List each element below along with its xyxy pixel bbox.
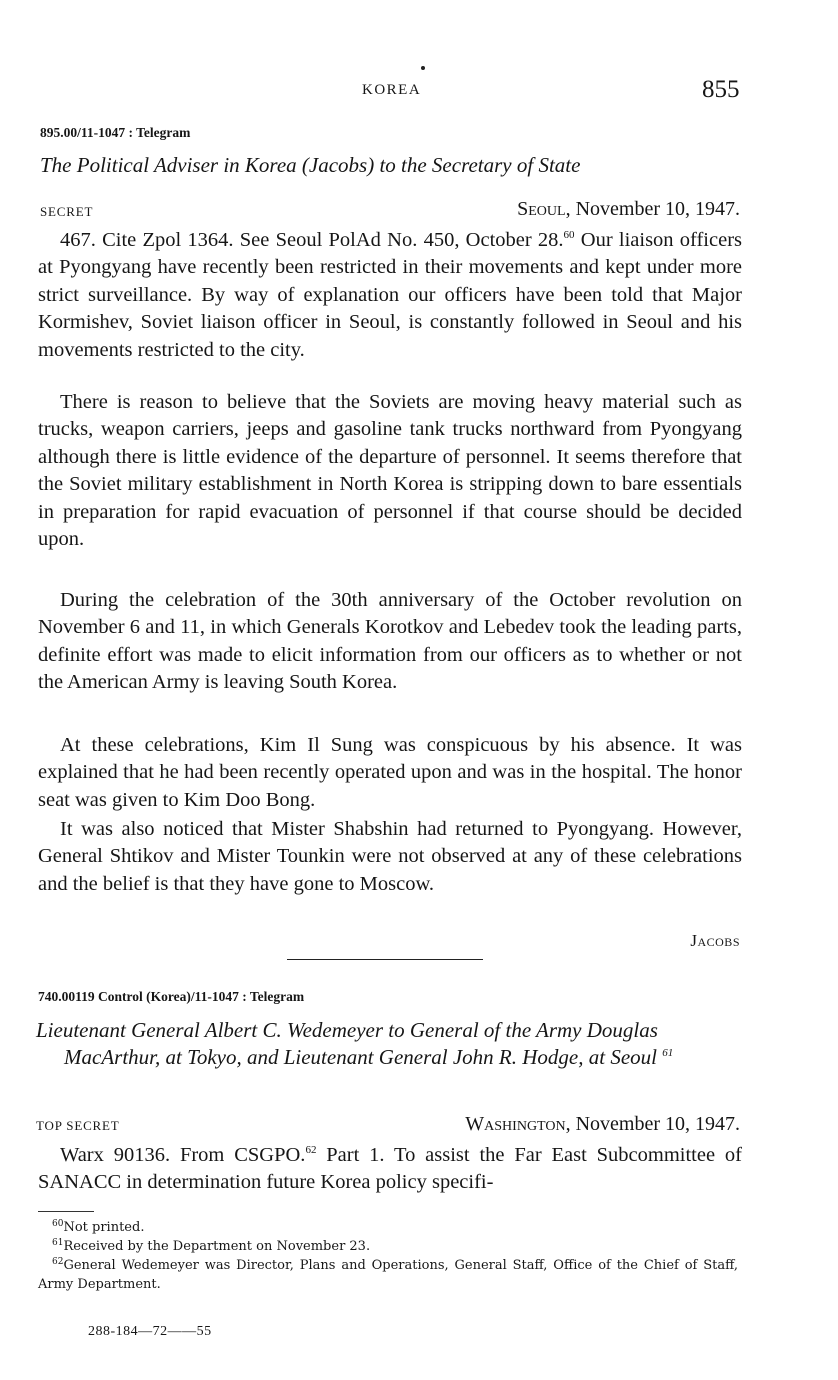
- doc1-paragraph-1: [38, 227, 742, 364]
- doc1-dateline-date: November 10, 1947.: [570, 198, 740, 220]
- doc2-title: [36, 1017, 742, 1071]
- doc1-p1-text-b: Our liaison officers at Pyongyang have recently been restricted in their movements and kept under more strict surveillance. By way of explanation our officers have been told that Major Kormishev, Soviet liaison officer in Seoul, is constantly followed in Seoul and his movements restricted to the city.: [38, 229, 742, 361]
- doc1-paragraph-3: During the celebration of the 30th anniversary of the October revolution on November 6 and 11, in which Generals Korotkov and Lebedev took the leading parts, definite effort was made to elicit information from our officers as to whether or not the American Army is leaving South Korea.: [38, 589, 742, 694]
- footnote-number: 60: [52, 1219, 64, 1229]
- doc2-classification: TOP SECRET: [36, 1118, 120, 1133]
- footnote-ref-62: 62: [305, 1144, 317, 1156]
- footnote-text: Received by the Department on November 23.: [63, 1239, 371, 1254]
- page-number: 855: [702, 76, 740, 103]
- doc1-paragraph-5: It was also noticed that Mister Shabshin had returned to Pyongyang. However, General Shtikov and Mister Tounkin were not observed at any of these celebrations and the belief is that they have gone to Moscow.: [38, 818, 742, 895]
- running-head: KOREA: [362, 82, 422, 98]
- doc2-dateline: [465, 1113, 740, 1136]
- doc1-paragraph-2: There is reason to believe that the Soviets are moving heavy material such as trucks, weapon carriers, jeeps and gasoline tank trucks northward from Pyongyang although there is little evidence of the departure of personnel. It seems therefore that the Soviet military establishment in North Korea is stripping down to bare essentials in preparation for rapid evacuation of personnel if that course should be decided upon.: [38, 391, 742, 551]
- doc1-dateline-place: Seoul,: [517, 198, 571, 220]
- doc1-signature: Jacobs: [690, 931, 740, 950]
- doc2-file-reference: 740.00119 Control (Korea)/11-1047 : Telegram: [38, 989, 305, 1004]
- doc2-p1-text-a: Warx 90136. From CSGPO.: [60, 1144, 306, 1166]
- doc2-dateline-date: November 10, 1947.: [570, 1113, 740, 1135]
- footnote: [38, 1218, 738, 1237]
- section-divider: [287, 959, 483, 960]
- footnote: [38, 1256, 738, 1294]
- doc1-p1-text-a: 467. Cite Zpol 1364. See Seoul PolAd No. 450, October 28.: [60, 229, 564, 251]
- doc1-classification: SECRET: [40, 204, 94, 219]
- doc2-p1-text-b: Part 1. To assist the Far East Subcommittee of SANACC in determination future Korea policy specifi-: [38, 1144, 743, 1194]
- print-code: 288-184—72——55: [88, 1324, 212, 1339]
- footnote-ref-61: 61: [662, 1047, 674, 1059]
- doc1-dateline: [517, 198, 740, 221]
- footnote-rule: [38, 1211, 94, 1212]
- doc1-title: The Political Adviser in Korea (Jacobs) to the Secretary of State: [40, 153, 581, 177]
- doc1-paragraph-4: At these celebrations, Kim Il Sung was conspicuous by his absence. It was explained that he had been recently operated upon and was in the hospital. The honor seat was given to Kim Doo Bong.: [38, 734, 742, 811]
- footnote-ref-60: 60: [563, 229, 575, 241]
- footnote-number: 62: [52, 1257, 64, 1267]
- footnote-text: General Wedemeyer was Director, Plans and Operations, General Staff, Office of the Chief of Staff, Army Department.: [38, 1258, 738, 1292]
- footnote-number: 61: [52, 1238, 64, 1248]
- doc2-dateline-place: Washington,: [465, 1113, 571, 1135]
- footnotes: [38, 1218, 738, 1294]
- footnote: [38, 1237, 738, 1256]
- footnote-text: Not printed.: [63, 1220, 145, 1235]
- ink-dot: [421, 66, 425, 70]
- doc1-file-reference: 895.00/11-1047 : Telegram: [40, 125, 191, 140]
- doc2-title-text: Lieutenant General Albert C. Wedemeyer to General of the Army Douglas MacArthur, at Tokyo, and Lieutenant General John R. Hodge, at Seoul: [36, 1018, 658, 1069]
- doc2-paragraph-1: [38, 1142, 742, 1197]
